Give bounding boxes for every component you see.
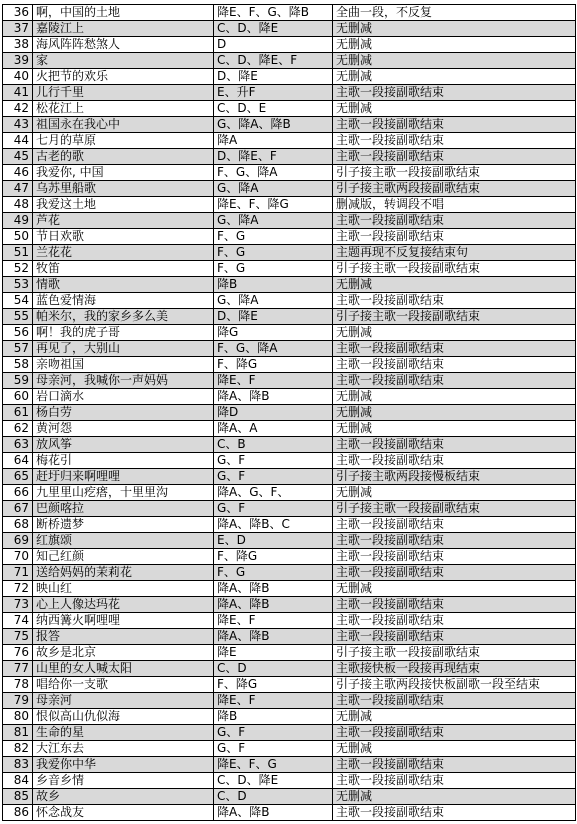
table-row — [3, 197, 576, 213]
row-number-cell: 51 — [3, 245, 33, 261]
table-row — [3, 773, 576, 789]
arrangement-note-cell: 删减版，转调段不唱 — [333, 197, 576, 213]
arrangement-note-cell: 主歌一段接副歌结束 — [333, 293, 576, 309]
arrangement-note-cell: 无删减 — [333, 277, 576, 293]
arrangement-note-cell: 主歌一段接副歌结束 — [333, 613, 576, 629]
table-row — [3, 53, 576, 69]
key-cell: G、F — [214, 469, 333, 485]
song-title-cell: 红旗颂 — [33, 533, 214, 549]
song-title-cell: 放风筝 — [33, 437, 214, 453]
key-cell: 降E、F、降G — [214, 197, 333, 213]
arrangement-note-cell: 无删减 — [333, 325, 576, 341]
table-row — [3, 453, 576, 469]
arrangement-note-cell: 主歌一段接副歌结束 — [333, 117, 576, 133]
row-number-cell: 63 — [3, 437, 33, 453]
song-title-cell: 九里里山疙瘩，十里里沟 — [33, 485, 214, 501]
table-row — [3, 581, 576, 597]
table-row — [3, 309, 576, 325]
arrangement-note-cell: 主歌一段接副歌结束 — [333, 757, 576, 773]
key-cell: 降E、F — [214, 613, 333, 629]
arrangement-note-cell: 主歌一段接副歌结束 — [333, 229, 576, 245]
key-cell: C、B — [214, 437, 333, 453]
table-row — [3, 325, 576, 341]
table-row — [3, 261, 576, 277]
row-number-cell: 79 — [3, 693, 33, 709]
table-row — [3, 85, 576, 101]
table-row — [3, 501, 576, 517]
row-number-cell: 67 — [3, 501, 33, 517]
table-row — [3, 373, 576, 389]
row-number-cell: 38 — [3, 37, 33, 53]
song-title-cell: 家 — [33, 53, 214, 69]
song-title-cell: 我爱这土地 — [33, 197, 214, 213]
key-cell: D、降E、F — [214, 149, 333, 165]
arrangement-note-cell: 引子接主歌两段接慢板结束 — [333, 469, 576, 485]
key-cell: 降E、F、G、降B — [214, 5, 333, 21]
key-cell: 降B — [214, 709, 333, 725]
table-row — [3, 709, 576, 725]
row-number-cell: 43 — [3, 117, 33, 133]
key-cell: 降A、A — [214, 421, 333, 437]
key-cell: F、降G — [214, 677, 333, 693]
key-cell: F、G — [214, 261, 333, 277]
arrangement-note-cell: 无删减 — [333, 421, 576, 437]
song-title-cell: 儿行千里 — [33, 85, 214, 101]
song-title-cell: 断桥遗梦 — [33, 517, 214, 533]
table-row — [3, 741, 576, 757]
arrangement-note-cell: 无删减 — [333, 789, 576, 805]
song-title-cell: 乡音乡情 — [33, 773, 214, 789]
table-row — [3, 389, 576, 405]
key-cell: D — [214, 37, 333, 53]
key-cell: 降E、F — [214, 693, 333, 709]
table-row — [3, 469, 576, 485]
arrangement-note-cell: 无删减 — [333, 485, 576, 501]
arrangement-note-cell: 无删减 — [333, 741, 576, 757]
row-number-cell: 72 — [3, 581, 33, 597]
key-cell: G、F — [214, 453, 333, 469]
table-row — [3, 565, 576, 581]
song-title-cell: 牧笛 — [33, 261, 214, 277]
arrangement-note-cell: 无删减 — [333, 389, 576, 405]
song-title-cell: 故乡 — [33, 789, 214, 805]
song-title-cell: 黄河怨 — [33, 421, 214, 437]
key-cell: C、D、降E — [214, 773, 333, 789]
song-table-body — [3, 5, 576, 821]
arrangement-note-cell: 无删减 — [333, 69, 576, 85]
arrangement-note-cell: 主歌一段接副歌结束 — [333, 693, 576, 709]
arrangement-note-cell: 主歌一段接副歌结束 — [333, 373, 576, 389]
arrangement-note-cell: 无删减 — [333, 581, 576, 597]
row-number-cell: 86 — [3, 805, 33, 821]
arrangement-note-cell: 引子接主歌一段接副歌结束 — [333, 645, 576, 661]
song-title-cell: 祖国永在我心中 — [33, 117, 214, 133]
song-title-cell: 纳西篝火啊哩哩 — [33, 613, 214, 629]
arrangement-note-cell: 全曲一段，不反复 — [333, 5, 576, 21]
arrangement-note-cell: 主歌一段接副歌结束 — [333, 85, 576, 101]
row-number-cell: 37 — [3, 21, 33, 37]
arrangement-note-cell: 主歌一段接副歌结束 — [333, 341, 576, 357]
key-cell: F、G、降A — [214, 341, 333, 357]
table-row — [3, 597, 576, 613]
key-cell: F、G、降A — [214, 165, 333, 181]
song-title-cell: 嘉陵江上 — [33, 21, 214, 37]
key-cell: 降E、F — [214, 373, 333, 389]
row-number-cell: 69 — [3, 533, 33, 549]
row-number-cell: 47 — [3, 181, 33, 197]
song-title-cell: 乌苏里船歌 — [33, 181, 214, 197]
key-cell: G、降A — [214, 293, 333, 309]
song-title-cell: 再见了，大别山 — [33, 341, 214, 357]
table-row — [3, 805, 576, 821]
key-cell: G、F — [214, 501, 333, 517]
key-cell: G、F — [214, 741, 333, 757]
row-number-cell: 41 — [3, 85, 33, 101]
row-number-cell: 36 — [3, 5, 33, 21]
table-row — [3, 69, 576, 85]
key-cell: C、D、降E、F — [214, 53, 333, 69]
row-number-cell: 70 — [3, 549, 33, 565]
key-cell: F、降G — [214, 357, 333, 373]
key-cell: C、D、降E — [214, 21, 333, 37]
song-table — [2, 4, 576, 821]
arrangement-note-cell: 主歌一段接副歌结束 — [333, 565, 576, 581]
row-number-cell: 62 — [3, 421, 33, 437]
key-cell: 降A、降B — [214, 581, 333, 597]
key-cell: G、F — [214, 725, 333, 741]
song-title-cell: 杨白劳 — [33, 405, 214, 421]
row-number-cell: 77 — [3, 661, 33, 677]
table-row — [3, 117, 576, 133]
song-title-cell: 唱给你一支歌 — [33, 677, 214, 693]
table-row — [3, 661, 576, 677]
key-cell: F、G — [214, 229, 333, 245]
song-title-cell: 知己红颜 — [33, 549, 214, 565]
key-cell: F、G — [214, 245, 333, 261]
key-cell: 降E — [214, 645, 333, 661]
row-number-cell: 42 — [3, 101, 33, 117]
key-cell: F、G — [214, 565, 333, 581]
arrangement-note-cell: 主歌一段接副歌结束 — [333, 773, 576, 789]
key-cell: 降A — [214, 133, 333, 149]
row-number-cell: 66 — [3, 485, 33, 501]
song-title-cell: 岩口滴水 — [33, 389, 214, 405]
table-row — [3, 757, 576, 773]
song-title-cell: 赶圩归来啊哩哩 — [33, 469, 214, 485]
key-cell: F、降G — [214, 549, 333, 565]
row-number-cell: 45 — [3, 149, 33, 165]
arrangement-note-cell: 主歌一段接副歌结束 — [333, 213, 576, 229]
song-title-cell: 帕米尔，我的家乡多么美 — [33, 309, 214, 325]
key-cell: E、升F — [214, 85, 333, 101]
table-row — [3, 645, 576, 661]
row-number-cell: 44 — [3, 133, 33, 149]
song-title-cell: 报答 — [33, 629, 214, 645]
row-number-cell: 84 — [3, 773, 33, 789]
table-row — [3, 549, 576, 565]
row-number-cell: 81 — [3, 725, 33, 741]
row-number-cell: 39 — [3, 53, 33, 69]
song-title-cell: 古老的歌 — [33, 149, 214, 165]
arrangement-note-cell: 主歌一段接副歌结束 — [333, 133, 576, 149]
arrangement-note-cell: 主歌一段接副歌结束 — [333, 549, 576, 565]
table-row — [3, 165, 576, 181]
song-title-cell: 我爱你, 中国 — [33, 165, 214, 181]
table-row — [3, 181, 576, 197]
arrangement-note-cell: 无删减 — [333, 37, 576, 53]
arrangement-note-cell: 引子接主歌一段接副歌结束 — [333, 501, 576, 517]
row-number-cell: 64 — [3, 453, 33, 469]
song-title-cell: 映山红 — [33, 581, 214, 597]
key-cell: D、降E — [214, 69, 333, 85]
arrangement-note-cell: 主歌一段接副歌结束 — [333, 533, 576, 549]
song-title-cell: 母亲河，我喊你一声妈妈 — [33, 373, 214, 389]
table-row — [3, 789, 576, 805]
row-number-cell: 52 — [3, 261, 33, 277]
row-number-cell: 65 — [3, 469, 33, 485]
table-row — [3, 677, 576, 693]
row-number-cell: 75 — [3, 629, 33, 645]
song-title-cell: 海风阵阵愁煞人 — [33, 37, 214, 53]
table-row — [3, 21, 576, 37]
song-title-cell: 大江东去 — [33, 741, 214, 757]
table-row — [3, 293, 576, 309]
song-title-cell: 情歌 — [33, 277, 214, 293]
row-number-cell: 53 — [3, 277, 33, 293]
table-row — [3, 101, 576, 117]
key-cell: 降A、降B — [214, 805, 333, 821]
row-number-cell: 54 — [3, 293, 33, 309]
song-title-cell: 七月的草原 — [33, 133, 214, 149]
arrangement-note-cell: 引子接主歌一段接副歌结束 — [333, 309, 576, 325]
row-number-cell: 56 — [3, 325, 33, 341]
key-cell: 降B — [214, 277, 333, 293]
key-cell: 降G — [214, 325, 333, 341]
arrangement-note-cell: 主歌一段接副歌结束 — [333, 629, 576, 645]
arrangement-note-cell: 引子接主歌两段接快板副歌一段至结束 — [333, 677, 576, 693]
song-title-cell: 芦花 — [33, 213, 214, 229]
row-number-cell: 71 — [3, 565, 33, 581]
table-row — [3, 277, 576, 293]
song-title-cell: 节日欢歌 — [33, 229, 214, 245]
table-row — [3, 357, 576, 373]
key-cell: C、D — [214, 661, 333, 677]
song-title-cell: 啊，中国的土地 — [33, 5, 214, 21]
table-row — [3, 405, 576, 421]
row-number-cell: 46 — [3, 165, 33, 181]
row-number-cell: 60 — [3, 389, 33, 405]
table-row — [3, 37, 576, 53]
table-row — [3, 213, 576, 229]
song-title-cell: 啊！我的虎子哥 — [33, 325, 214, 341]
key-cell: G、降A — [214, 213, 333, 229]
song-title-cell: 火把节的欢乐 — [33, 69, 214, 85]
song-title-cell: 亲吻祖国 — [33, 357, 214, 373]
song-title-cell: 心上人像达玛花 — [33, 597, 214, 613]
row-number-cell: 61 — [3, 405, 33, 421]
table-row — [3, 517, 576, 533]
arrangement-note-cell: 无删减 — [333, 405, 576, 421]
key-cell: E、D — [214, 533, 333, 549]
key-cell: 降D — [214, 405, 333, 421]
arrangement-note-cell: 主歌一段接副歌结束 — [333, 517, 576, 533]
arrangement-note-cell: 主歌接快板一段接再现结束 — [333, 661, 576, 677]
table-row — [3, 613, 576, 629]
row-number-cell: 48 — [3, 197, 33, 213]
row-number-cell: 73 — [3, 597, 33, 613]
arrangement-note-cell: 主歌一段接副歌结束 — [333, 805, 576, 821]
arrangement-note-cell: 主歌一段接副歌结束 — [333, 597, 576, 613]
row-number-cell: 40 — [3, 69, 33, 85]
table-row — [3, 437, 576, 453]
song-title-cell: 山里的女人喊太阳 — [33, 661, 214, 677]
song-title-cell: 松花江上 — [33, 101, 214, 117]
arrangement-note-cell: 主歌一段接副歌结束 — [333, 453, 576, 469]
arrangement-note-cell: 主歌一段接副歌结束 — [333, 437, 576, 453]
song-title-cell: 怀念战友 — [33, 805, 214, 821]
row-number-cell: 49 — [3, 213, 33, 229]
arrangement-note-cell: 引子接主歌一段接副歌结束 — [333, 165, 576, 181]
table-row — [3, 245, 576, 261]
arrangement-note-cell: 主题再现不反复接结束句 — [333, 245, 576, 261]
table-row — [3, 341, 576, 357]
arrangement-note-cell: 无删减 — [333, 709, 576, 725]
key-cell: G、降A、降B — [214, 117, 333, 133]
song-title-cell: 恨似高山仇似海 — [33, 709, 214, 725]
song-title-cell: 巴颜喀拉 — [33, 501, 214, 517]
table-row — [3, 149, 576, 165]
table-row — [3, 133, 576, 149]
key-cell: 降E、F、G — [214, 757, 333, 773]
arrangement-note-cell: 无删减 — [333, 21, 576, 37]
arrangement-note-cell: 引子接主歌一段接副歌结束 — [333, 261, 576, 277]
key-cell: D、降E — [214, 309, 333, 325]
song-title-cell: 我爱你中华 — [33, 757, 214, 773]
song-title-cell: 故乡是北京 — [33, 645, 214, 661]
table-row — [3, 229, 576, 245]
key-cell: C、D — [214, 789, 333, 805]
key-cell: 降A、降B — [214, 629, 333, 645]
key-cell: G、降A — [214, 181, 333, 197]
table-row — [3, 693, 576, 709]
arrangement-note-cell: 引子接主歌两段接副歌结束 — [333, 181, 576, 197]
song-title-cell: 母亲河 — [33, 693, 214, 709]
row-number-cell: 58 — [3, 357, 33, 373]
row-number-cell: 78 — [3, 677, 33, 693]
table-row — [3, 629, 576, 645]
song-title-cell: 兰花花 — [33, 245, 214, 261]
arrangement-note-cell: 无删减 — [333, 101, 576, 117]
table-row — [3, 421, 576, 437]
row-number-cell: 68 — [3, 517, 33, 533]
row-number-cell: 85 — [3, 789, 33, 805]
key-cell: 降A、G、F、 — [214, 485, 333, 501]
row-number-cell: 50 — [3, 229, 33, 245]
arrangement-note-cell: 无删减 — [333, 53, 576, 69]
table-row — [3, 725, 576, 741]
row-number-cell: 76 — [3, 645, 33, 661]
row-number-cell: 55 — [3, 309, 33, 325]
song-title-cell: 蓝色爱情海 — [33, 293, 214, 309]
row-number-cell: 83 — [3, 757, 33, 773]
table-row — [3, 533, 576, 549]
table-row — [3, 485, 576, 501]
row-number-cell: 82 — [3, 741, 33, 757]
key-cell: 降A、降B、C — [214, 517, 333, 533]
row-number-cell: 59 — [3, 373, 33, 389]
row-number-cell: 74 — [3, 613, 33, 629]
song-title-cell: 梅花引 — [33, 453, 214, 469]
arrangement-note-cell: 主歌一段接副歌结束 — [333, 149, 576, 165]
song-title-cell: 送给妈妈的茉莉花 — [33, 565, 214, 581]
table-row — [3, 5, 576, 21]
key-cell: 降A、降B — [214, 389, 333, 405]
arrangement-note-cell: 主歌一段接副歌结束 — [333, 357, 576, 373]
row-number-cell: 57 — [3, 341, 33, 357]
key-cell: 降A、降B — [214, 597, 333, 613]
row-number-cell: 80 — [3, 709, 33, 725]
arrangement-note-cell: 主歌一段接副歌结束 — [333, 725, 576, 741]
song-title-cell: 生命的星 — [33, 725, 214, 741]
key-cell: C、D、E — [214, 101, 333, 117]
